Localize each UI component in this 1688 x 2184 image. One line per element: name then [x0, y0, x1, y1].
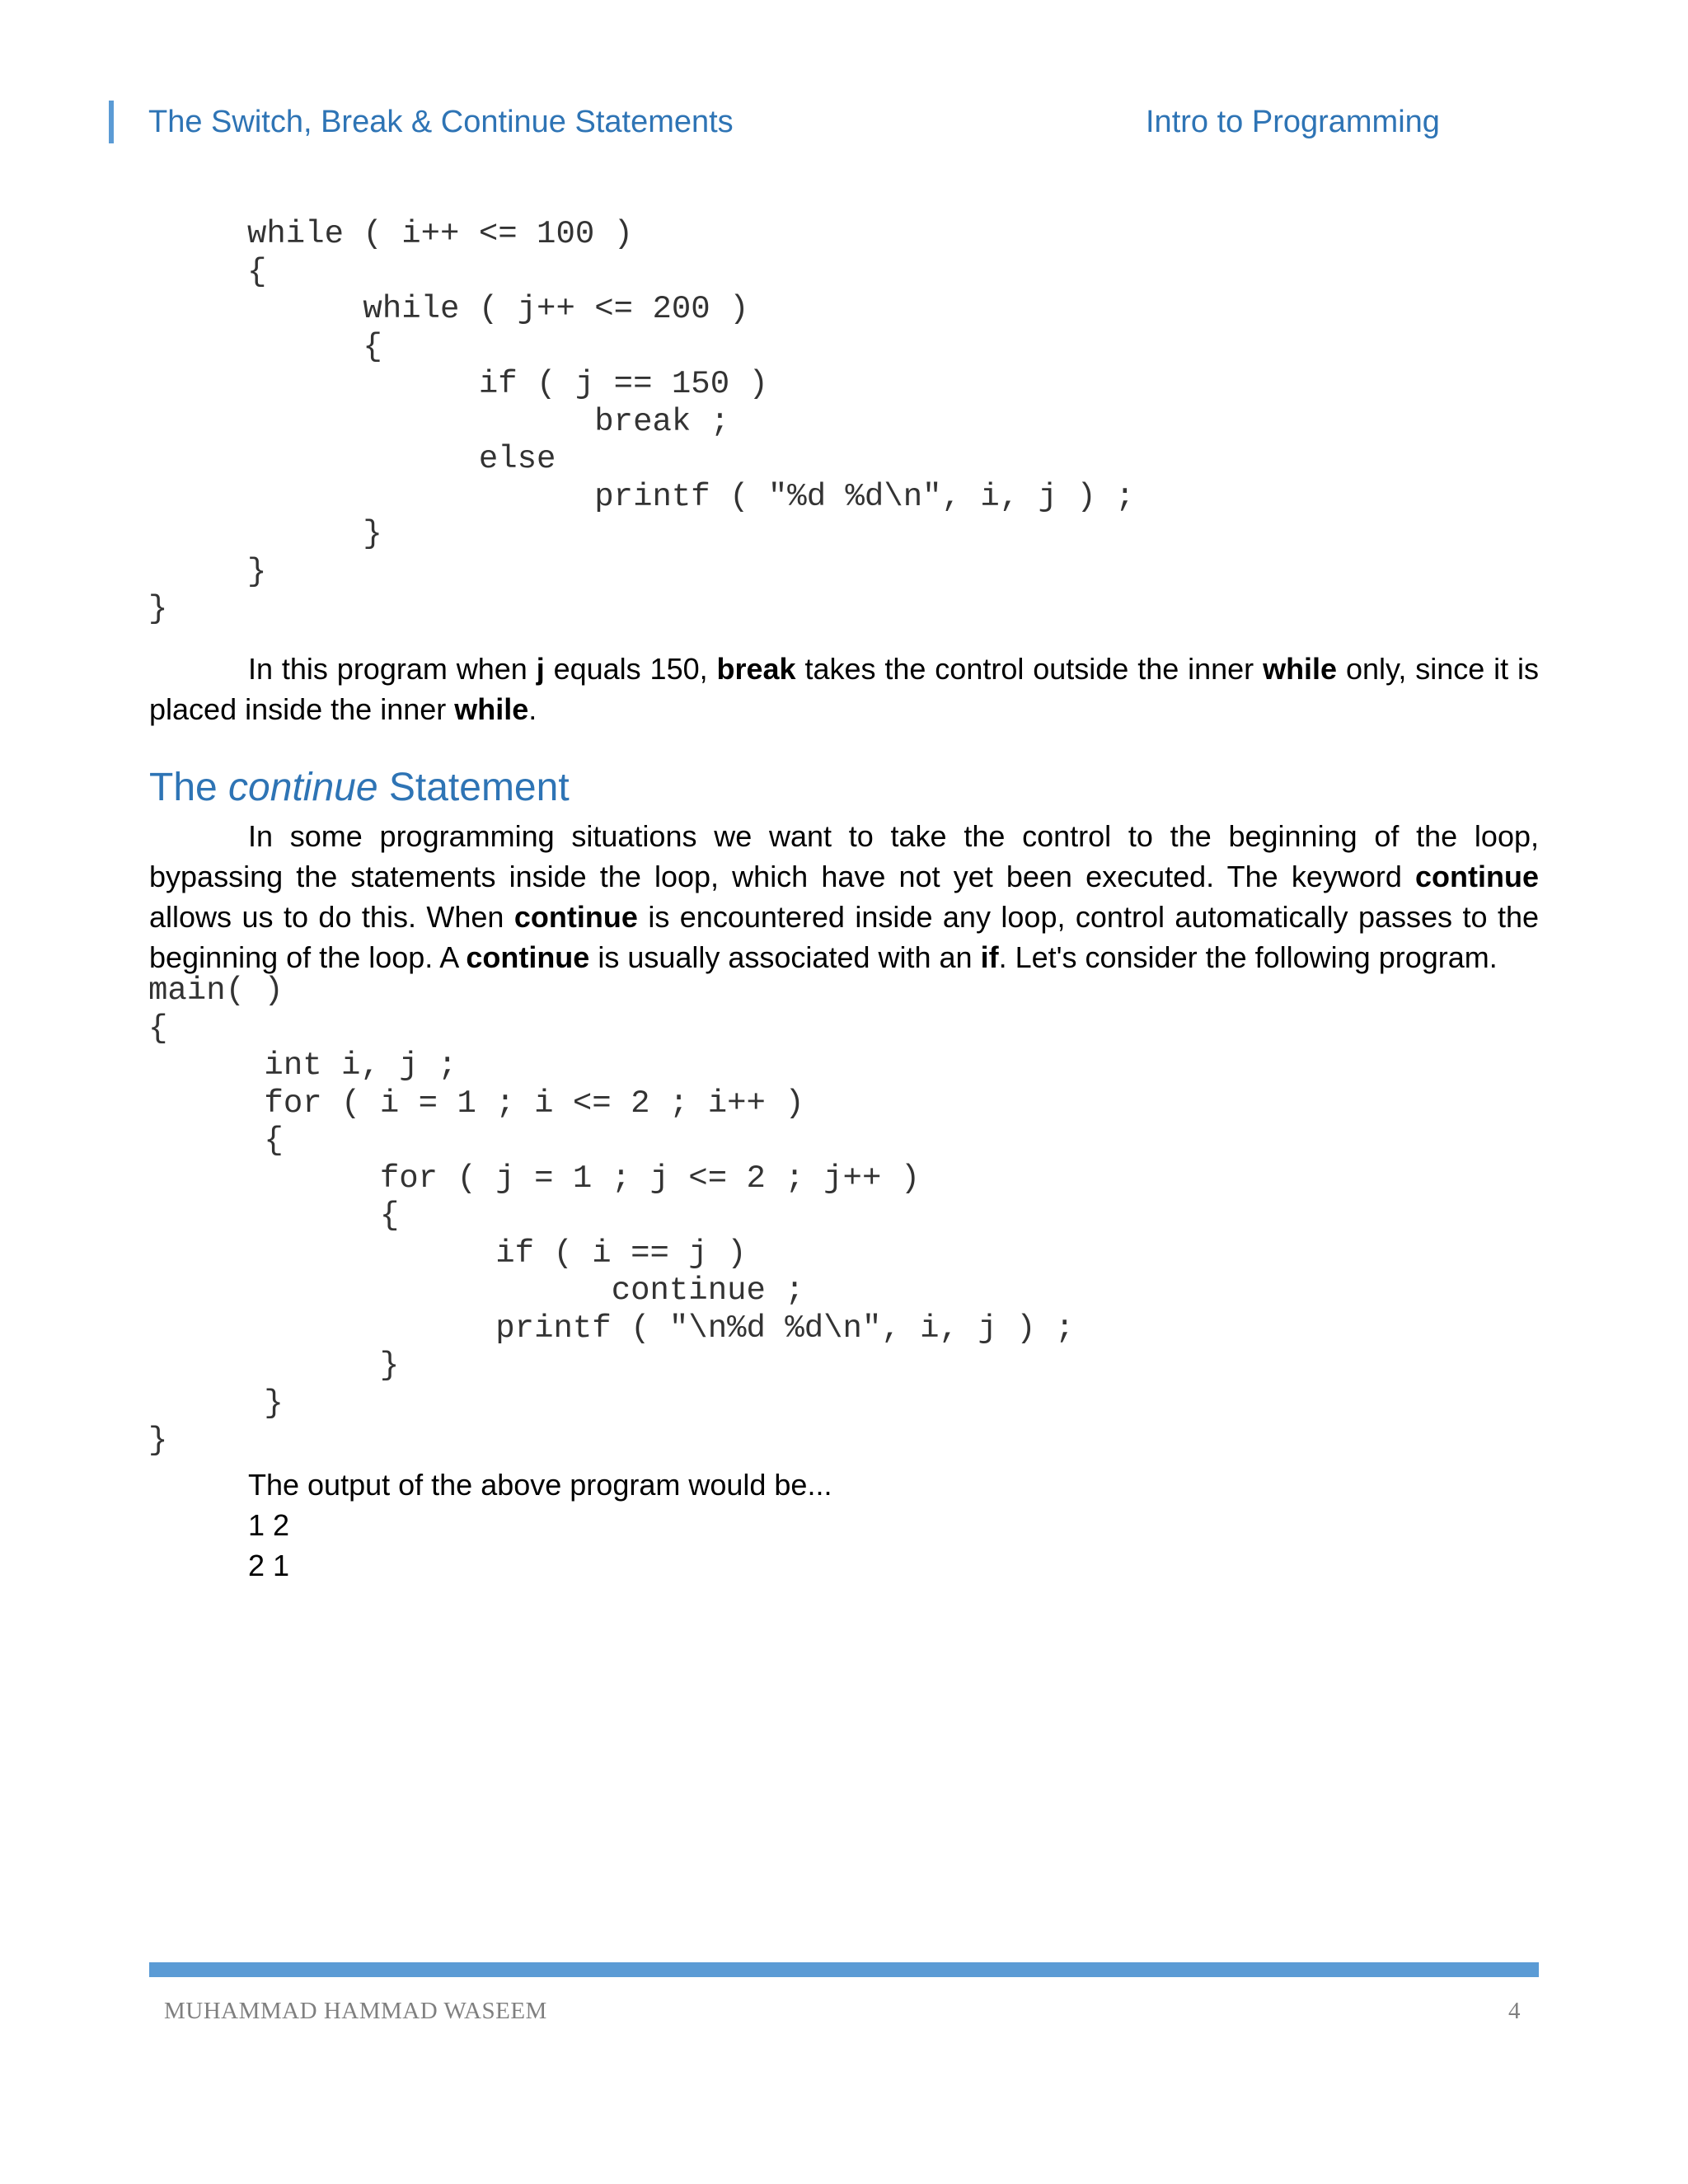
output-caption: The output of the above program would be... [248, 1468, 832, 1502]
footer-page-number: 4 [1508, 1998, 1521, 2024]
output-line: 2 1 [248, 1549, 290, 1582]
header-accent-bar [109, 101, 114, 143]
header-chapter-title: The Switch, Break & Continue Statements [148, 105, 734, 139]
paragraph-continue-explanation: In some programming situations we want to take the control to the beginning of the loop, bypassing the statements inside the loop, which have not yet been executed. The keyword continue allows us to do this. When continue is encountered inside any loop, control automatically passes to the beginning of the loop. A continue is usually associated with an if. Let's consider the following program. [149, 819, 1539, 974]
code-block-nested-while: while ( i++ <= 100 ) { while ( j++ <= 200 ) { if ( j == 150 ) break ; else printf ( "%d %d\n", i, j ) ; } } [247, 216, 1135, 590]
code-block-continue-example: main( ) { int i, j ; for ( i = 1 ; i <= 2 ; i++ ) { for ( j = 1 ; j <= 2 ; j++ ) { if ( i == j ) continue ; printf ( "\n%d %d\n", i, j ) ; } } } [148, 972, 1075, 1459]
section-heading-continue: The continue Statement [149, 766, 570, 809]
code-block-closing-brace: } [148, 591, 168, 627]
footer-author: MUHAMMAD HAMMAD WASEEM [164, 1998, 547, 2024]
page-header [109, 99, 1526, 148]
output-line: 1 2 [248, 1508, 290, 1542]
paragraph-break-explanation: In this program when j equals 150, break takes the control outside the inner while only, since it is placed inside the inner while. [149, 652, 1540, 726]
footer-accent-bar [149, 1962, 1539, 1977]
header-course-title: Intro to Programming [1146, 105, 1440, 139]
